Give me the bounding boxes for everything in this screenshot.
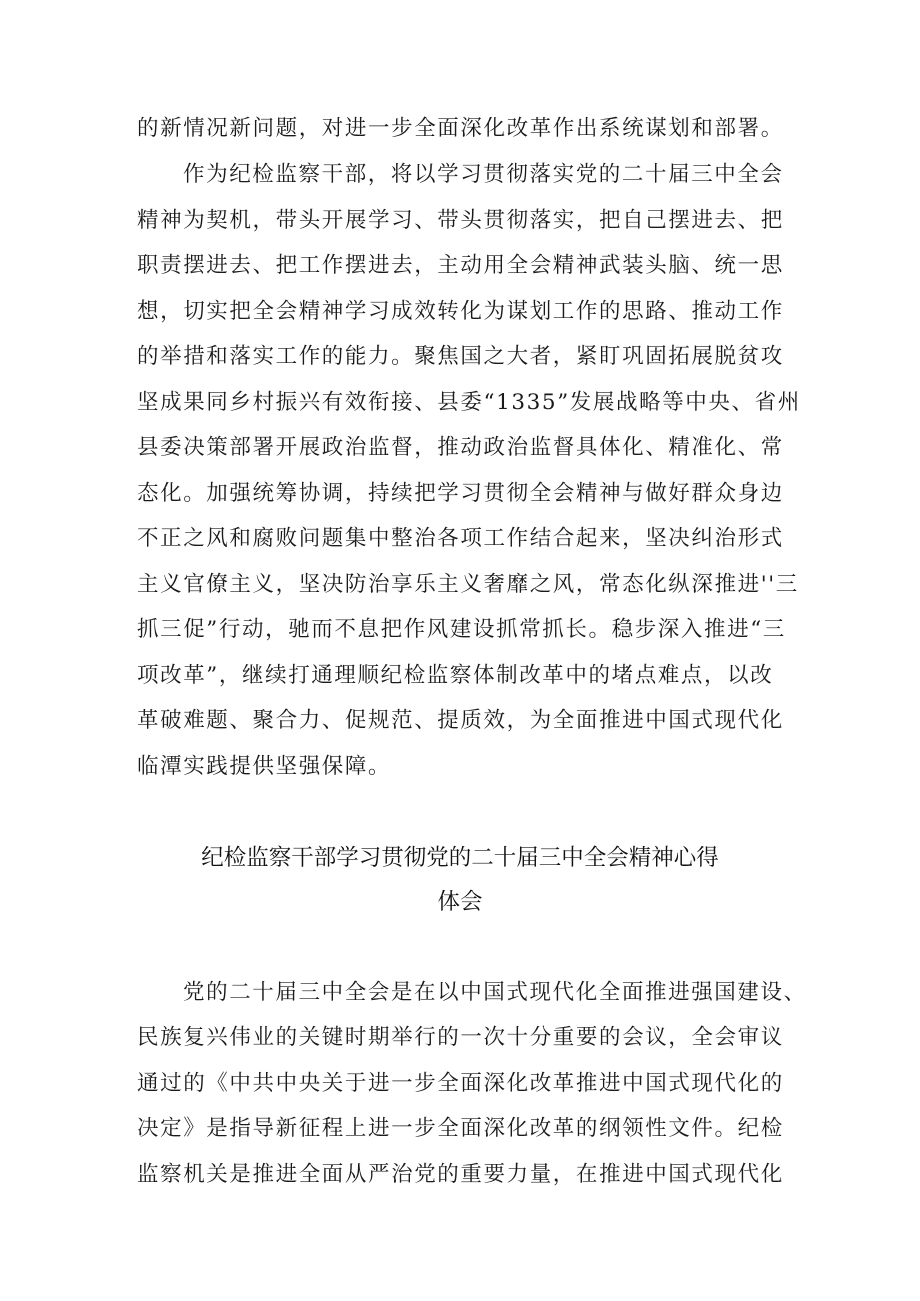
paragraph-line: 坚成果同乡村振兴有效衔接、县委“1335”发展战略等中央、省州 bbox=[137, 390, 801, 415]
paragraph-line: 精神为契机，带头开展学习、带头贯彻落实，把自己摆进去、把 bbox=[137, 208, 784, 233]
paragraph-line: 民族复兴伟业的关键时期举行的一次十分重要的会议，全会审议 bbox=[137, 1025, 784, 1050]
paragraph-line: 的举措和落实工作的能力。聚焦国之大者，紧盯巩固拓展脱贫攻 bbox=[137, 344, 784, 369]
article-title-continued: 体会 bbox=[437, 889, 483, 915]
paragraph-line: 抓三促”行动，驰而不息把作风建设抓常抓长。稳步深入推进“三 bbox=[137, 617, 786, 642]
paragraph-line: 决定》是指导新征程上进一步全面深化改革的纲领性文件。纪检 bbox=[137, 1116, 784, 1141]
paragraph-line: 态化。加强统筹协调，持续把学习贯彻全会精神与做好群众身边 bbox=[137, 481, 784, 506]
paragraph-line: 想，切实把全会精神学习成效转化为谋划工作的思路、推动工作 bbox=[137, 299, 784, 324]
paragraph-line: 通过的《中共中央关于进一步全面深化改革推进中国式现代化的 bbox=[137, 1071, 784, 1096]
article-title: 纪检监察干部学习贯彻党的二十届三中全会精神心得 bbox=[201, 845, 719, 871]
paragraph-line: 作为纪检监察干部，将以学习贯彻落实党的二十届三中全会 bbox=[183, 162, 784, 187]
paragraph-line: 项改革”，继续打通理顺纪检监察体制改革中的堵点难点，以改 bbox=[137, 663, 774, 688]
paragraph-line: 临潭实践提供坚强保障。 bbox=[137, 754, 392, 779]
paragraph-line: 主义官僚主义，坚决防治享乐主义奢靡之风，常态化纵深推进''三 bbox=[137, 572, 799, 597]
paragraph-line: 的新情况新问题，对进一步全面深化改革作出系统谋划和部署。 bbox=[137, 116, 784, 141]
paragraph-line: 县委决策部署开展政治监督，推动政治监督具体化、精准化、常 bbox=[137, 435, 784, 460]
paragraph-line: 革破难题、聚合力、促规范、提质效，为全面推进中国式现代化 bbox=[137, 708, 784, 733]
paragraph-line: 不正之风和腐败问题集中整治各项工作结合起来，坚决纠治形式 bbox=[137, 526, 784, 551]
paragraph-line: 监察机关是推进全面从严治党的重要力量，在推进中国式现代化 bbox=[137, 1162, 784, 1187]
paragraph-line: 职责摆进去、把工作摆进去，主动用全会精神武装头脑、统一思 bbox=[137, 253, 784, 278]
paragraph-line: 党的二十届三中全会是在以中国式现代化全面推进强国建设、 bbox=[183, 980, 807, 1005]
